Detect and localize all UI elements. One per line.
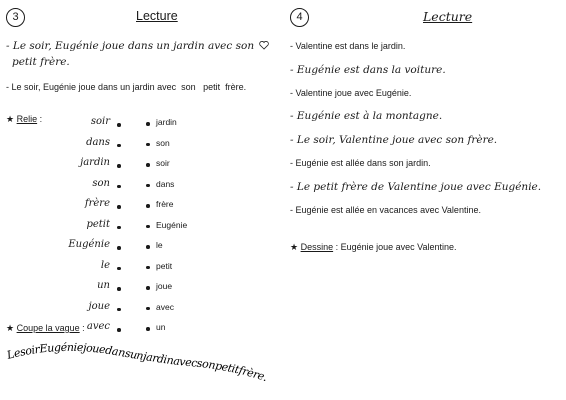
match-left-word: le xyxy=(100,259,110,271)
dessine-text: : Eugénie joue avec Valentine. xyxy=(333,242,457,252)
match-left-dot[interactable] xyxy=(117,185,121,189)
left-cursive-sentence-line2: petit frère. xyxy=(12,56,70,68)
match-right-word: petit xyxy=(156,260,173,271)
match-right-dot[interactable] xyxy=(146,184,150,188)
match-right-dot[interactable] xyxy=(146,204,150,208)
match-right-dot[interactable] xyxy=(146,266,150,270)
relie-colon: : xyxy=(37,114,43,124)
right-sentence: - Eugénie est allée dans son jardin. xyxy=(290,158,431,168)
match-right-dot[interactable] xyxy=(146,286,150,290)
match-right-dot[interactable] xyxy=(146,225,150,229)
heart-icon xyxy=(259,40,269,50)
match-left-word: dans xyxy=(86,136,110,148)
match-right-word: Eugénie xyxy=(156,219,188,230)
match-right-word: avec xyxy=(156,301,174,312)
exercise-number-3: 3 xyxy=(6,8,25,27)
match-left-dot[interactable] xyxy=(117,267,121,271)
match-left-dot[interactable] xyxy=(117,144,121,148)
match-left-dot[interactable] xyxy=(117,287,121,291)
match-left-word: son xyxy=(92,177,110,189)
match-left-dot[interactable] xyxy=(117,226,121,230)
match-right-dot[interactable] xyxy=(146,245,150,249)
match-right-word: son xyxy=(156,137,170,148)
right-sentence: - Valentine joue avec Eugénie. xyxy=(290,88,412,98)
match-left-dot[interactable] xyxy=(117,164,121,168)
coupe-colon: : xyxy=(79,323,85,333)
right-sentence: - Le soir, Valentine joue avec son frère. xyxy=(290,134,498,146)
coupe-label xyxy=(6,323,85,334)
star-icon: ★ xyxy=(6,114,15,124)
match-right-word: le xyxy=(156,240,163,250)
match-left-word: Eugénie xyxy=(68,239,110,250)
match-left-word: soir xyxy=(90,116,110,127)
star-icon: ★ xyxy=(6,323,15,333)
match-right-dot[interactable] xyxy=(146,163,150,167)
match-left-word: petit xyxy=(86,218,110,230)
left-cursive-sentence-line1 xyxy=(6,40,269,52)
match-right-word: jardin xyxy=(156,117,177,127)
match-left-dot[interactable] xyxy=(117,205,121,209)
match-left-word: frère xyxy=(84,198,110,209)
star-icon: ★ xyxy=(290,242,299,252)
dessine-label-text: Dessine xyxy=(300,242,334,252)
right-sentence: - Valentine est dans le jardin. xyxy=(290,41,406,51)
left-title: Lecture xyxy=(136,9,178,23)
right-sentence: - Eugénie est à la montagne. xyxy=(290,110,443,122)
coupe-label-text: Coupe la vague xyxy=(16,323,80,333)
match-left-word: joue xyxy=(88,300,110,312)
relie-label xyxy=(6,114,42,125)
dessine-label xyxy=(290,242,457,253)
match-right-word: joue xyxy=(156,281,173,291)
left-cursive-sentence-text: - Le soir, Eugénie joue dans un jardin avec son xyxy=(6,40,255,52)
match-right-word: un xyxy=(156,322,166,332)
left-print-sentence: - Le soir, Eugénie joue dans un jardin avec son petit frère. xyxy=(6,82,247,92)
right-sentence: - Eugénie est dans la voiture. xyxy=(290,64,446,76)
match-right-dot[interactable] xyxy=(146,307,150,311)
relie-label-text: Relie xyxy=(16,114,38,124)
match-left-dot[interactable] xyxy=(117,328,121,332)
match-right-dot[interactable] xyxy=(146,143,150,147)
match-left-dot[interactable] xyxy=(117,123,121,127)
right-sentence: - Le petit frère de Valentine joue avec Eugénie. xyxy=(290,181,542,193)
exercise-number-4: 4 xyxy=(290,8,309,27)
match-right-word: frère xyxy=(156,199,174,209)
match-left-dot[interactable] xyxy=(117,308,121,312)
right-title: Lecture xyxy=(423,9,473,24)
match-right-dot[interactable] xyxy=(146,327,150,331)
match-right-dot[interactable] xyxy=(146,122,150,126)
wave-text: LesoirEugéniejouedansunjardinavecsonpetitfrère. xyxy=(5,340,269,385)
match-left-word: un xyxy=(97,280,110,291)
match-right-word: soir xyxy=(156,158,170,168)
match-left-word: avec xyxy=(86,321,110,332)
match-left-dot[interactable] xyxy=(117,246,121,250)
right-sentence: - Eugénie est allée en vacances avec Valentine. xyxy=(290,205,481,215)
wave-sentence xyxy=(0,335,285,395)
match-left-word: jardin xyxy=(80,157,110,168)
match-right-word: dans xyxy=(156,178,175,189)
